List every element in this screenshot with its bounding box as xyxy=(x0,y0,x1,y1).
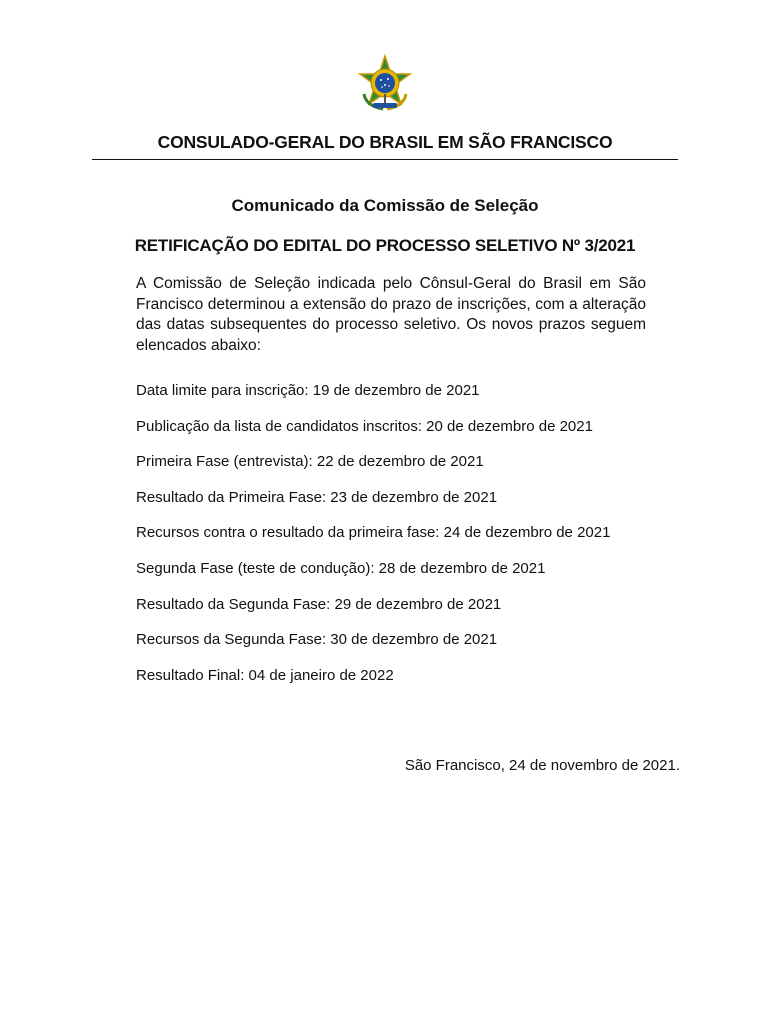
notice-title: RETIFICAÇÃO DO EDITAL DO PROCESSO SELETIVO Nº 3/2021 xyxy=(134,236,636,255)
deadline-item: Resultado da Primeira Fase: 23 de dezembro de 2021 xyxy=(136,488,498,506)
notice-subtitle: Comunicado da Comissão de Seleção xyxy=(231,196,539,215)
place-date-signoff: São Francisco, 24 de novembro de 2021. xyxy=(404,757,680,774)
deadlines-list xyxy=(136,381,696,701)
consulate-title: CONSULADO-GERAL DO BRASIL EM SÃO FRANCISCO xyxy=(157,132,613,152)
deadline-item: Primeira Fase (entrevista): 22 de dezembro de 2021 xyxy=(136,453,484,471)
deadline-item: Resultado Final: 04 de janeiro de 2022 xyxy=(136,666,394,684)
deadline-item: Recursos contra o resultado da primeira fase: 24 de dezembro de 2021 xyxy=(136,524,611,542)
deadline-item: Data limite para inscrição: 19 de dezembro de 2021 xyxy=(136,382,480,399)
deadline-item: Resultado da Segunda Fase: 29 de dezembro de 2021 xyxy=(136,595,502,613)
intro-paragraph: A Comissão de Seleção indicada pelo Cônsul-Geral do Brasil em São Francisco determinou a extensão do prazo de inscrições, com a alteração das datas subsequentes do processo seletivo. Os novos prazos seguem elencados abaixo: xyxy=(136,275,646,354)
deadline-item: Segunda Fase (teste de condução): 28 de dezembro de 2021 xyxy=(136,559,546,577)
brazil-coat-of-arms-icon xyxy=(356,54,414,112)
deadline-item: Recursos da Segunda Fase: 30 de dezembro de 2021 xyxy=(136,631,498,649)
deadline-item: Publicação da lista de candidatos inscritos: 20 de dezembro de 2021 xyxy=(136,417,593,435)
header-divider xyxy=(92,159,678,160)
